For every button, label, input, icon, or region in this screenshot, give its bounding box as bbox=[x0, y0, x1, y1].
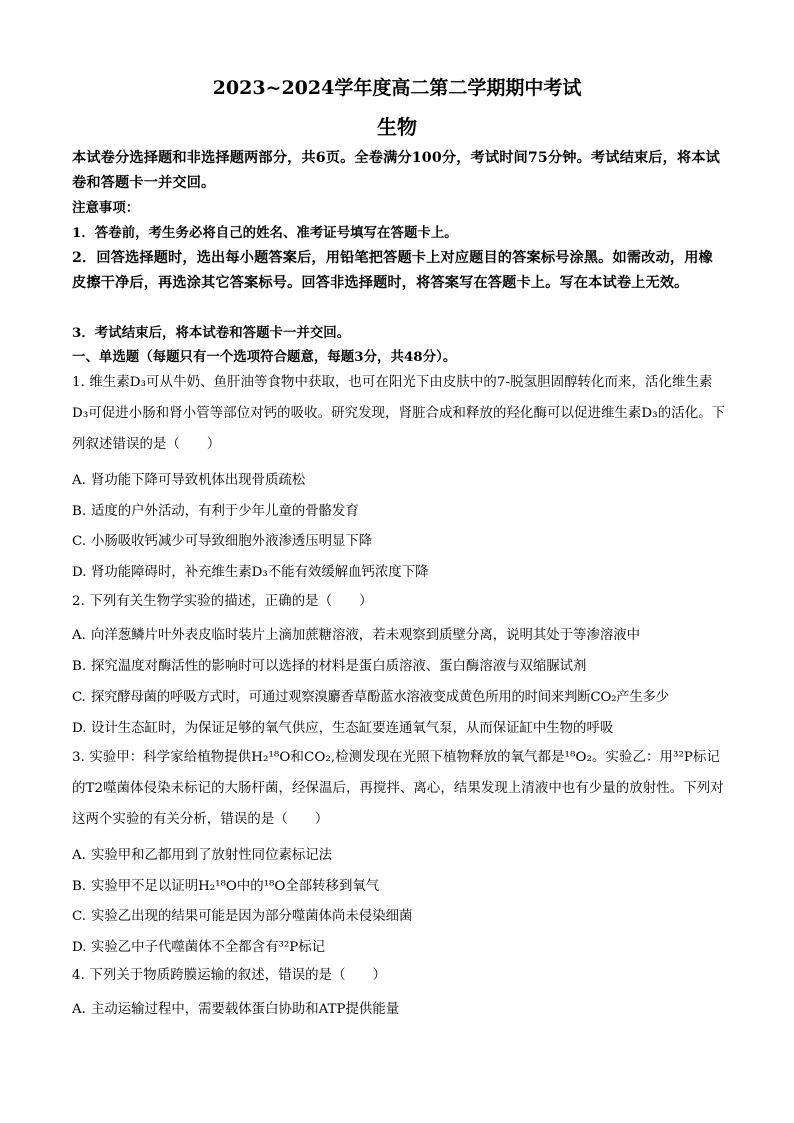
option-label: B. bbox=[72, 659, 87, 674]
option-a bbox=[72, 998, 399, 1017]
option-d bbox=[72, 717, 613, 736]
option-label: A. bbox=[72, 473, 86, 488]
note-2: 2．回答选择题时，选出每小题答案后，用铅笔把答题卡上对应题目的答案标号涂黑。如需改动，用橡皮擦干净后，再选涂其它答案标号。回答非选择题时，将答案写在答题卡上。写在本试卷上无效。 bbox=[72, 250, 713, 291]
option-text: 主动运输过程中，需要载体蛋白协助和ATP提供能量 bbox=[91, 1002, 400, 1017]
intro-text: 本试卷分选择题和非选择题两部分，共6页。全卷满分100分，考试时间75分钟。考试结束后，将本试卷和答题卡一并交回。 bbox=[72, 150, 720, 191]
option-text: 适度的户外活动，有利于少年儿童的骨骼发育 bbox=[91, 504, 359, 519]
option-label: A. bbox=[72, 1002, 86, 1017]
option-a bbox=[72, 844, 332, 863]
option-label: D. bbox=[72, 565, 87, 580]
option-label: B. bbox=[72, 504, 87, 519]
question-stem: 2. 下列有关生物学实验的描述，正确的是（ ） bbox=[72, 594, 373, 609]
subject-title: 生物 bbox=[377, 115, 417, 139]
question-stem: 3. 实验甲：科学家给植物提供H₂¹⁸O和CO₂,检测发现在光照下植物释放的氧气都是¹⁸O₂。实验乙：用³²P标记的T2噬菌体侵染未标记的大肠杆菌，经保温后，再搅拌、离心，结果发现上清液中也有少量的放射性。下列对这两个实验的有关分析，错误的是（ ） bbox=[72, 750, 724, 827]
option-b bbox=[72, 875, 379, 894]
option-label: C. bbox=[72, 690, 86, 705]
option-label: D. bbox=[72, 721, 87, 736]
note-3: 3．考试结束后，将本试卷和答题卡一并交回。 bbox=[72, 325, 351, 341]
option-text: 实验甲不足以证明H₂¹⁸O中的¹⁸O全部转移到氧气 bbox=[91, 879, 380, 894]
note-1: 1．答卷前，考生务必将自己的姓名、准考证号填写在答题卡上。 bbox=[72, 225, 458, 241]
option-label: A. bbox=[72, 848, 86, 863]
option-a bbox=[72, 624, 640, 643]
option-text: 探究酵母菌的呼吸方式时，可通过观察溴麝香草酚蓝水溶液变成黄色所用的时间来判断CO₂产生多少 bbox=[91, 690, 669, 705]
option-text: 设计生态缸时，为保证足够的氧气供应，生态缸要连通氧气泵，从而保证缸中生物的呼吸 bbox=[91, 721, 614, 736]
option-a bbox=[72, 469, 305, 488]
option-b bbox=[72, 655, 586, 674]
option-d bbox=[72, 936, 325, 955]
option-b bbox=[72, 500, 359, 519]
option-label: C. bbox=[72, 909, 87, 924]
option-c bbox=[72, 905, 412, 924]
question-stem: 4. 下列关于物质跨膜运输的叙述，错误的是（ ） bbox=[72, 968, 387, 983]
option-text: 肾功能障碍时，补充维生素D₃不能有效缓解血钙浓度下降 bbox=[91, 565, 429, 580]
question-stem: 1. 维生素D₃可从牛奶、鱼肝油等食物中获取，也可在阳光下由皮肤中的7-脱氢胆固醇转化而来，活化维生素D₃可促进小肠和肾小管等部位对钙的吸收。研究发现，肾脏合成和释放的羟化酶可以促进维生素D₃的活化。下列叙述错误的是（ ） bbox=[72, 375, 726, 452]
option-text: 向洋葱鳞片叶外表皮临时装片上滴加蔗糖溶液，若未观察到质壁分离，说明其处于等渗溶液中 bbox=[91, 628, 641, 643]
option-text: 探究温度对酶活性的影响时可以选择的材料是蛋白质溶液、蛋白酶溶液与双缩脲试剂 bbox=[91, 659, 587, 674]
option-text: 实验甲和乙都用到了放射性同位素标记法 bbox=[91, 848, 333, 863]
option-c bbox=[72, 686, 669, 705]
option-label: A. bbox=[72, 628, 86, 643]
option-text: 实验乙中子代噬菌体不全都含有³²P标记 bbox=[91, 940, 325, 955]
option-label: C. bbox=[72, 534, 87, 549]
option-c bbox=[72, 530, 372, 549]
notes-heading: 注意事项： bbox=[72, 200, 140, 216]
option-label: B. bbox=[72, 879, 87, 894]
option-text: 小肠吸收钙减少可导致细胞外液渗透压明显下降 bbox=[91, 534, 373, 549]
exam-title: 2023~2024学年度高二第二学期期中考试 bbox=[212, 77, 582, 99]
option-text: 实验乙出现的结果可能是因为部分噬菌体尚未侵染细菌 bbox=[91, 909, 413, 924]
option-d bbox=[72, 561, 428, 580]
option-text: 肾功能下降可导致机体出现骨质疏松 bbox=[91, 473, 306, 488]
option-label: D. bbox=[72, 940, 87, 955]
section-heading: 一、单选题（每题只有一个选项符合题意，每题3分，共48分）。 bbox=[72, 349, 457, 365]
